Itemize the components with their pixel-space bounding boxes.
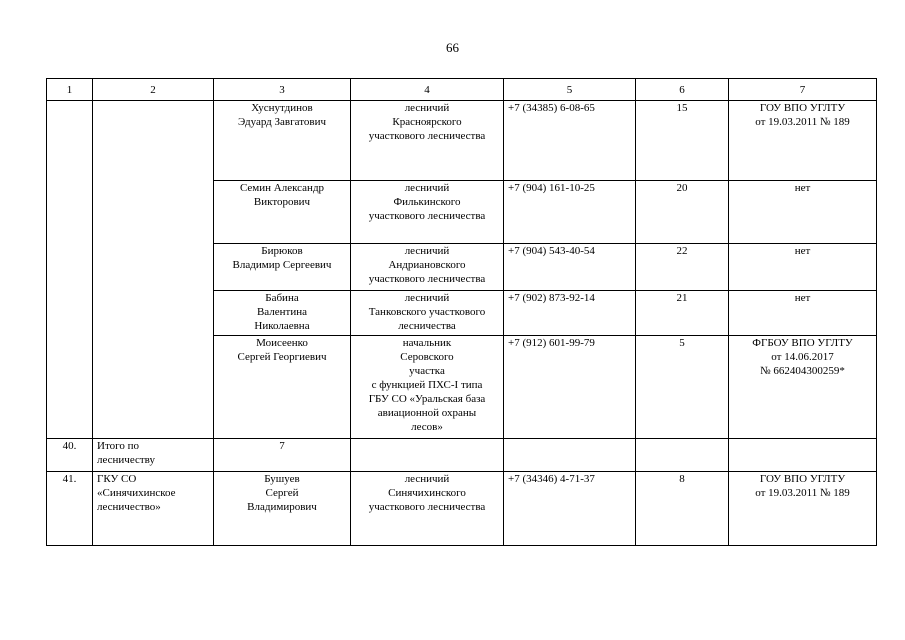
column-header: 3 [214,79,351,101]
employee-name: Моисеенко Сергей Георгиевич [214,336,351,439]
table-row [47,472,877,546]
row-number: 40. [47,439,93,472]
total-count: 7 [214,439,351,472]
column-header: 4 [351,79,504,101]
column-header: 1 [47,79,93,101]
column-header: 7 [729,79,877,101]
employee-years: 15 [636,101,729,181]
employee-education: нет [729,181,877,244]
employee-name: Бушуев Сергей Владимирович [214,472,351,546]
employee-name: Бабина Валентина Николаевна [214,291,351,336]
total-label: Итого по лесничеству [93,439,214,472]
employee-years: 21 [636,291,729,336]
row-number: 41. [47,472,93,546]
employee-position: лесничий Красноярского участкового лесничества [351,101,504,181]
employee-name: Бирюков Владимир Сергеевич [214,244,351,291]
employee-phone: +7 (34385) 6-08-65 [504,101,636,181]
organization-cell [93,101,214,439]
employee-position: лесничий Андриановского участкового лесничества [351,244,504,291]
employee-education: ГОУ ВПО УГЛТУ от 19.03.2011 № 189 [729,472,877,546]
employee-phone: +7 (34346) 4-71-37 [504,472,636,546]
employee-position: начальник Серовского участка с функцией ПХС-I типа ГБУ СО «Уральская база авиационной охраны лесов» [351,336,504,439]
employee-position: лесничий Филькинского участкового лесничества [351,181,504,244]
column-header: 5 [504,79,636,101]
employee-years: 20 [636,181,729,244]
header-row [47,79,877,101]
column-header: 2 [93,79,214,101]
employee-education: ГОУ ВПО УГЛТУ от 19.03.2011 № 189 [729,101,877,181]
employee-name: Семин Александр Викторович [214,181,351,244]
employee-phone: +7 (912) 601-99-79 [504,336,636,439]
employee-years: 5 [636,336,729,439]
organization-name: ГКУ СО «Синячихинское лесничество» [93,472,214,546]
employee-phone: +7 (902) 873-92-14 [504,291,636,336]
employee-name: Хуснутдинов Эдуард Завгатович [214,101,351,181]
column-header: 6 [636,79,729,101]
table-row [47,101,877,181]
row-number-cell [47,101,93,439]
employee-education: нет [729,244,877,291]
employee-years: 22 [636,244,729,291]
total-row [47,439,877,472]
employee-position: лесничий Синячихинского участкового лесничества [351,472,504,546]
employee-education: нет [729,291,877,336]
employee-education: ФГБОУ ВПО УГЛТУ от 14.06.2017 № 662404300259* [729,336,877,439]
employee-phone: +7 (904) 543-40-54 [504,244,636,291]
staff-table [46,78,877,546]
employee-phone: +7 (904) 161-10-25 [504,181,636,244]
page-number: 66 [446,40,459,55]
employee-position: лесничий Танковского участкового лесничества [351,291,504,336]
employee-years: 8 [636,472,729,546]
